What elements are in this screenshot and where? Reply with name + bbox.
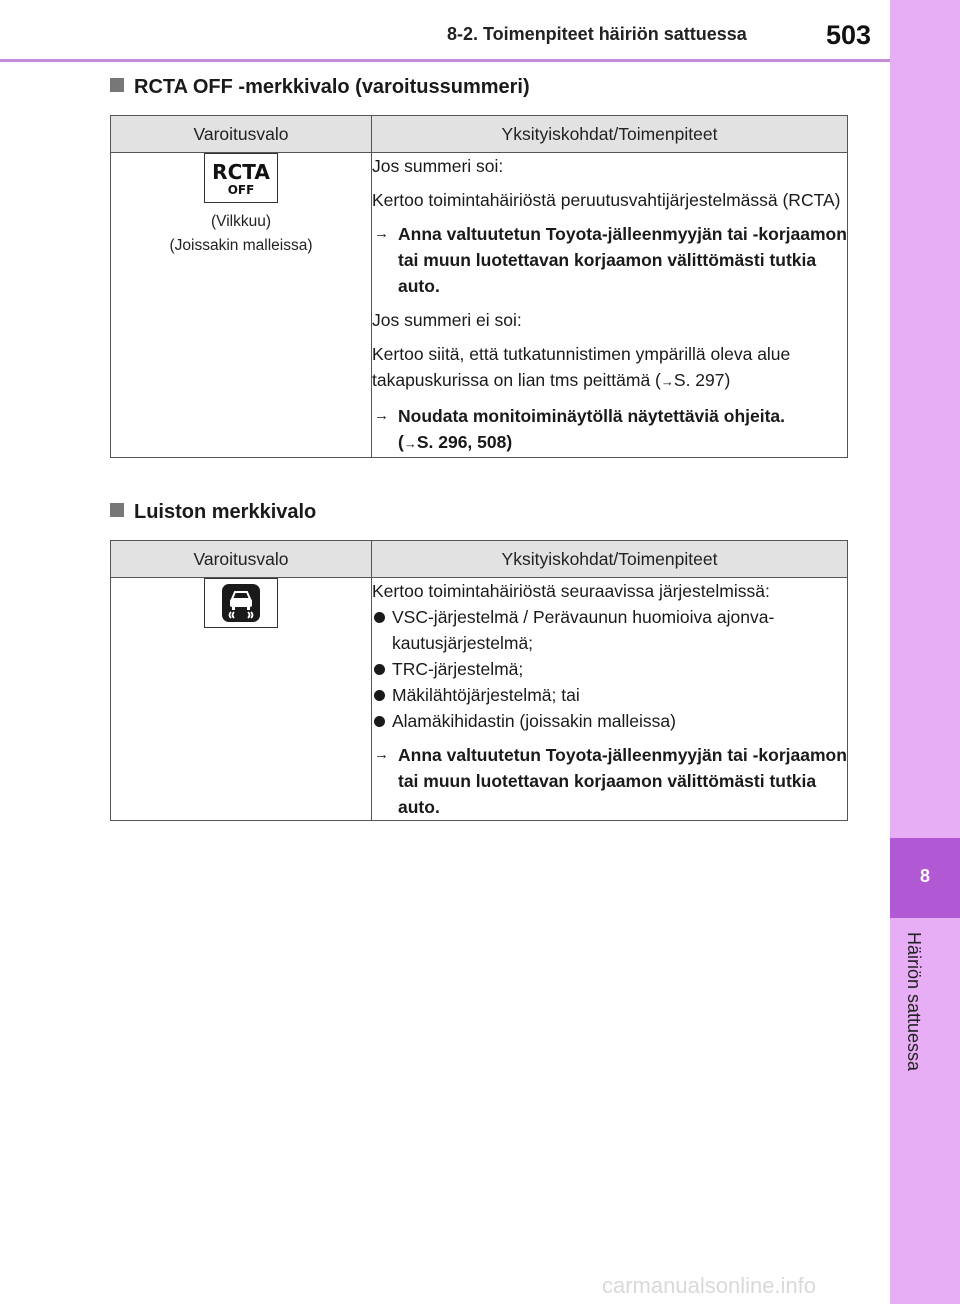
section-heading-text: Luiston merkkivalo [134, 501, 317, 523]
details-cell [372, 153, 848, 458]
arrow-icon: → [403, 436, 417, 451]
list-item [372, 708, 847, 734]
header-section-title: 8-2. Toimenpiteet häiriön sattuessa [447, 24, 747, 44]
section-heading-rcta [110, 76, 530, 99]
column-header-warning-light: Varoitusvalo [111, 541, 372, 578]
detail-paragraph: Jos summeri soi: [372, 156, 504, 176]
rcta-off-indicator-icon [204, 153, 278, 203]
bullet-dot-icon [374, 664, 385, 675]
arrow-icon: → [660, 374, 674, 389]
action-text: Anna valtuutetun Toyota-jälleenmyyjän tai -korjaamon tai muun luotettavan korjaamon välittömästi tutkia auto. [398, 224, 847, 296]
section-heading-slip [110, 501, 316, 524]
watermark: carmanualsonline.info [602, 1273, 817, 1298]
table-header-row [111, 541, 848, 578]
detail-text: Kertoo siitä, että tutkatunnistimen ympärillä oleva alue takapuskurissa on lian tms peittämä ( [372, 344, 791, 390]
arrow-icon: → [374, 746, 389, 763]
column-header-warning-light: Varoitusvalo [111, 116, 372, 153]
section-heading-text: RCTA OFF -merkkivalo (varoitussummeri) [134, 76, 530, 98]
rcta-icon-text: RCTA [212, 160, 270, 184]
header-divider [0, 59, 890, 62]
page-reference-link[interactable]: S. 296, 508) [416, 432, 513, 452]
bullet-dot-icon [374, 716, 385, 727]
icon-caption-models: (Joissakin malleissa) [169, 237, 313, 254]
detail-paragraph: Kertoo toimintahäiriöstä seuraavissa järjestelmissä: [372, 581, 770, 601]
bullet-dot-icon [374, 690, 385, 701]
arrow-icon: → [374, 407, 389, 424]
rcta-warning-table [110, 115, 848, 458]
page-reference-link[interactable]: S. 297) [673, 370, 731, 390]
table-header-row [111, 116, 848, 153]
icon-caption-blinking: (Vilkkuu) [210, 213, 271, 230]
list-item-text: Mäkilähtöjärjestelmä; tai [392, 685, 580, 705]
detail-paragraph: Kertoo toimintahäiriöstä peruutusvahtijärjestelmässä (RCTA) [372, 190, 841, 210]
square-bullet-icon [110, 78, 124, 92]
slip-indicator-icon [204, 578, 278, 628]
action-instruction [372, 742, 847, 820]
column-header-details: Yksityiskohdat/Toimenpiteet [372, 541, 848, 578]
chapter-label: Häiriön sattuessa [904, 932, 924, 1072]
action-text: Noudata monitoiminäytöllä näytettäviä ohjeita. [398, 406, 786, 426]
page-number: 503 [826, 20, 872, 50]
action-instruction [372, 221, 847, 299]
warning-light-cell [111, 153, 372, 458]
list-item-text: VSC-järjestelmä / Perävaunun huomioiva ajonva-kautusjärjestelmä; [392, 607, 775, 653]
list-item [372, 604, 847, 656]
rcta-icon-subtext: OFF [227, 183, 255, 197]
chapter-number-box [890, 838, 960, 918]
slip-warning-table [110, 540, 848, 821]
warning-light-cell [111, 578, 372, 821]
list-item-text: TRC-järjestelmä; [392, 659, 524, 679]
details-cell [372, 578, 848, 821]
square-bullet-icon [110, 503, 124, 517]
action-text: ( [398, 432, 404, 452]
chapter-number: 8 [919, 866, 930, 886]
list-item [372, 656, 847, 682]
list-item [372, 682, 847, 708]
detail-paragraph [372, 341, 847, 395]
skidding-car-icon [205, 579, 277, 627]
list-item-text: Alamäkihidastin (joissakin malleissa) [392, 711, 676, 731]
detail-paragraph: Jos summeri ei soi: [372, 310, 522, 330]
action-instruction [372, 403, 847, 457]
column-header-details: Yksityiskohdat/Toimenpiteet [372, 116, 848, 153]
table-row [111, 153, 848, 458]
bullet-dot-icon [374, 612, 385, 623]
action-text: Anna valtuutetun Toyota-jälleenmyyjän tai -korjaamon tai muun luotettavan korjaamon välittömästi tutkia auto. [398, 745, 847, 817]
table-row [111, 578, 848, 821]
arrow-icon: → [374, 225, 389, 242]
